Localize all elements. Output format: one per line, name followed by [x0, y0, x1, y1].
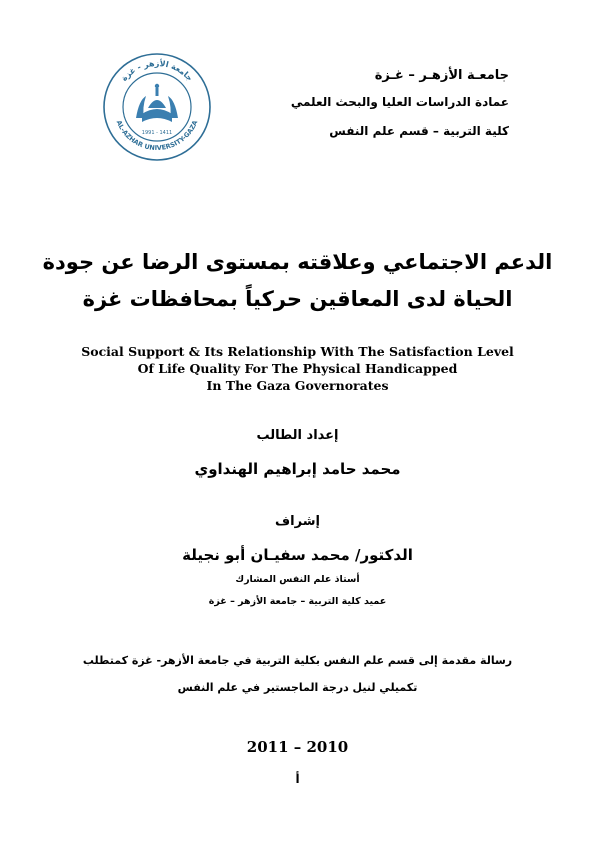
seal-arabic-text: جامعة الأزهر - غزة: [119, 58, 195, 83]
deanship-name: عمادة الدراسات العليا والبحث العلمي: [290, 95, 509, 109]
faculty-department: كلية التربية – قسم علم النفس: [329, 124, 509, 138]
academic-years: 2011 – 2010: [246, 738, 349, 756]
page-number: أ: [295, 772, 300, 786]
supervisor-name: الدكتور/ محمد سفيـان أبو نجيلة: [182, 546, 413, 564]
seal-years-text: 1991 - 1411: [141, 130, 173, 136]
arabic-title-line-2: الحياة لدى المعاقين حركياً بمحافظات غزة: [82, 287, 513, 311]
prepared-by-label: إعداد الطالب: [256, 428, 339, 443]
university-seal-logo: [102, 52, 212, 162]
english-title-line-1: Social Support & Its Relationship With The Satisfaction Level: [81, 344, 514, 359]
seal-emblem-icon: [136, 84, 178, 122]
thesis-statement-line-1: رسالة مقدمة إلى قسم علم النفس بكلية التربية في جامعة الأزهر- غزة كمتطلب: [82, 654, 513, 667]
student-name: محمد حامد إبراهيم الهنداوي: [194, 460, 401, 478]
thesis-statement-line-2: تكميلي لنيل درجة الماجستير في علم النفس: [177, 681, 418, 694]
supervisor-position: أستاذ علم النفس المشارك: [235, 574, 360, 585]
supervisor-affiliation: عميد كلية التربية – جامعة الأزهر – غزة: [208, 596, 387, 607]
university-name: جامعـة الأزهـر – غـزة: [374, 68, 509, 83]
english-title-line-3: In The Gaza Governorates: [206, 378, 389, 393]
arabic-title-line-1: الدعم الاجتماعي وعلاقته بمستوى الرضا عن جودة: [42, 250, 553, 274]
english-title-line-2: Of Life Quality For The Physical Handicapped: [137, 361, 458, 376]
seal-english-text: AL-AZHAR UNIVERSITY-GAZA: [114, 119, 200, 153]
supervision-label: إشراف: [275, 514, 320, 529]
